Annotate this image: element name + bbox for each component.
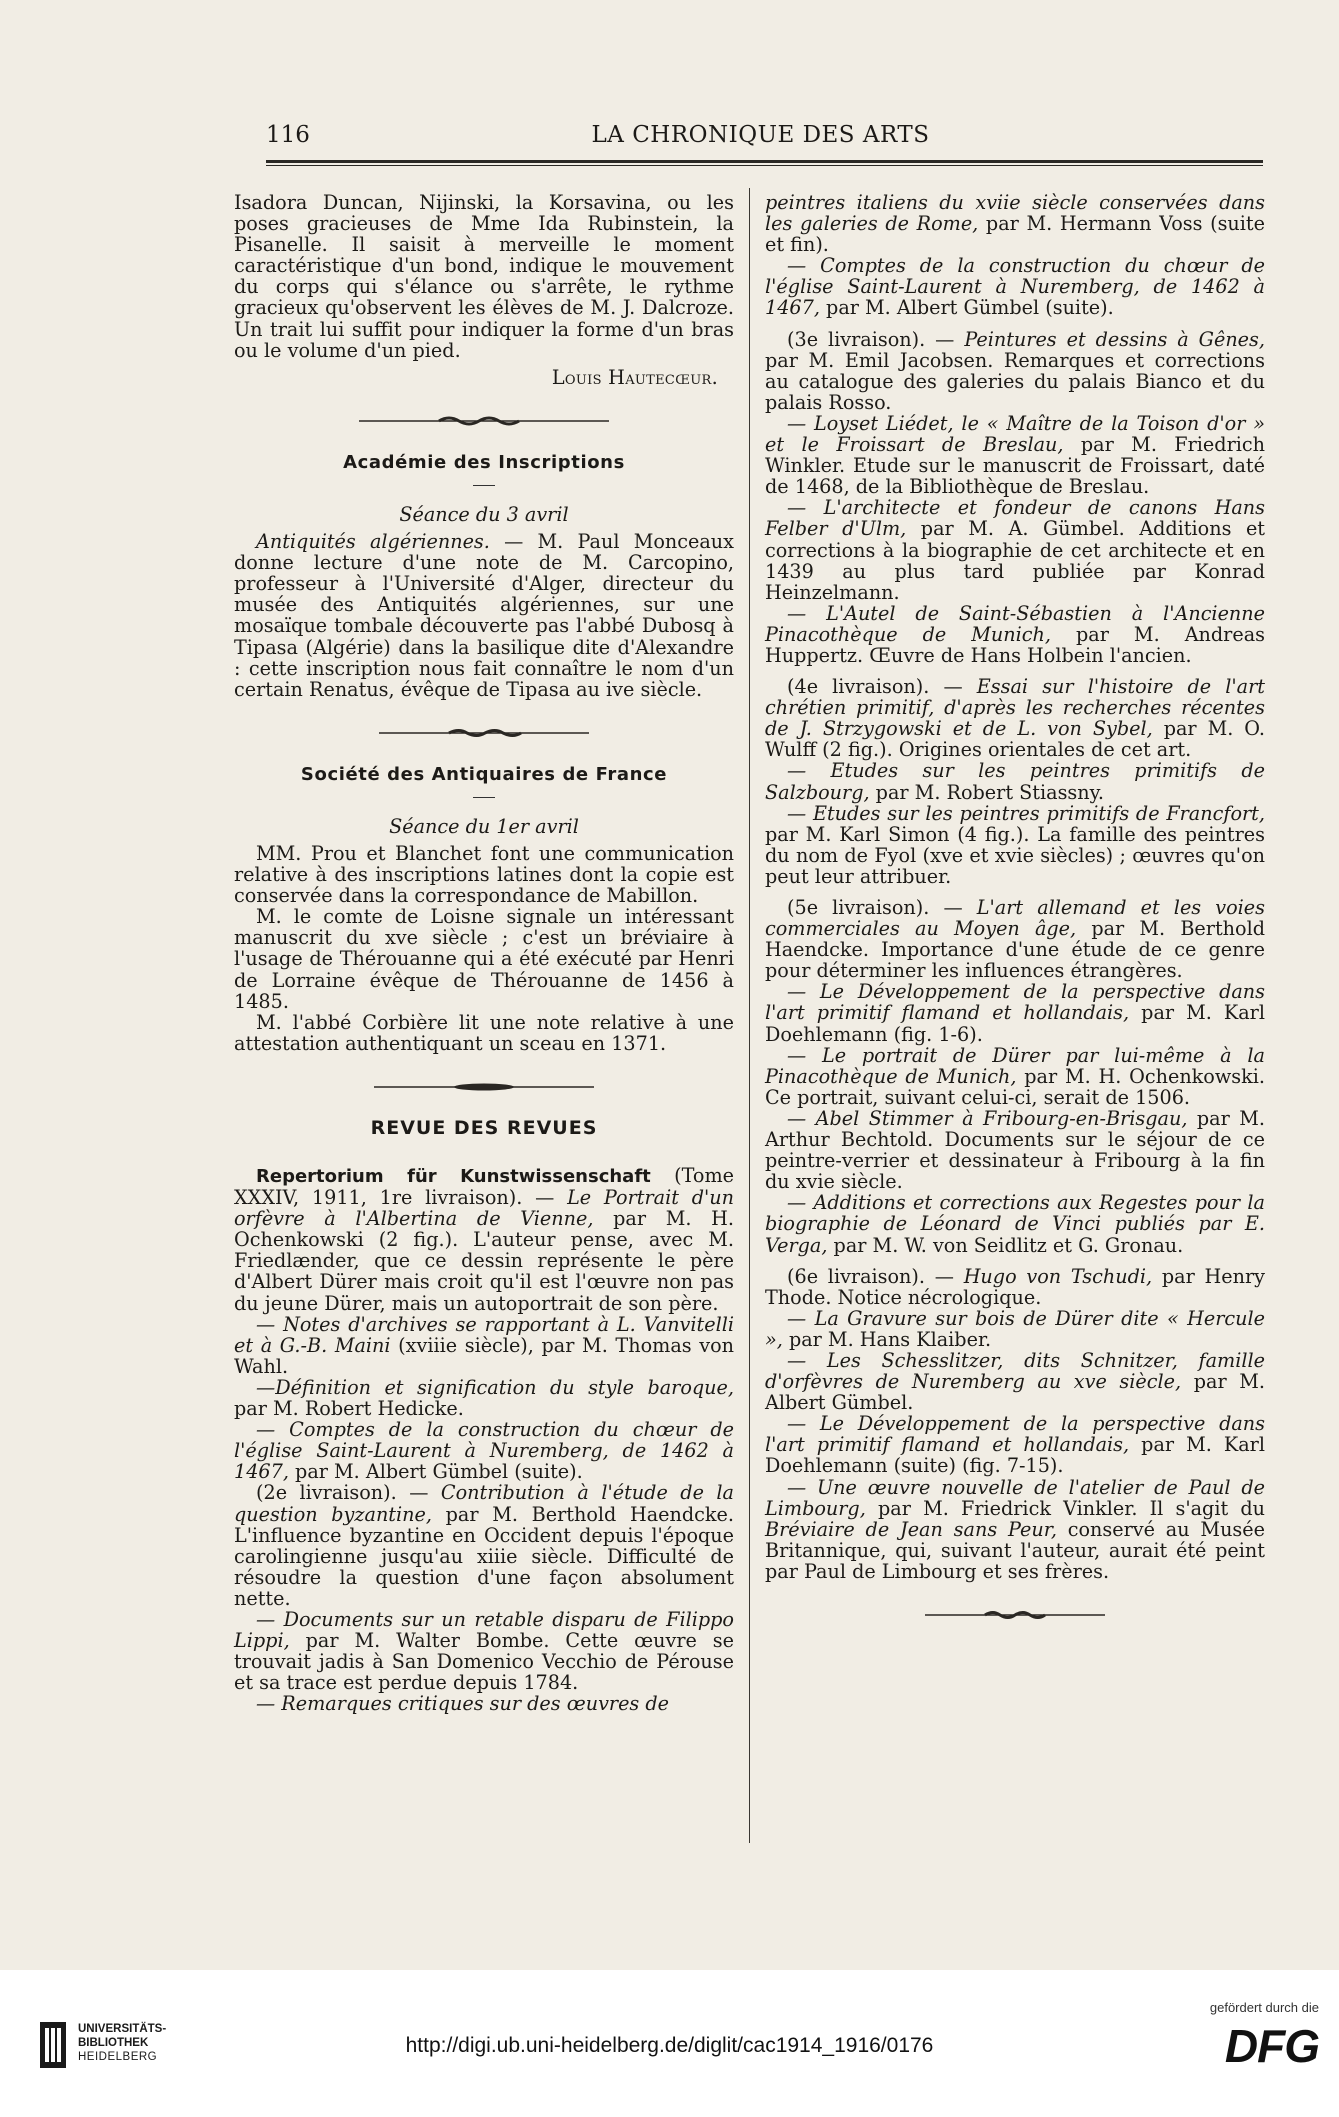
seance-date: Séance du 1er avril	[389, 814, 579, 838]
paragraph	[234, 1693, 734, 1714]
text: par M. O. Wulff (2 fig.). Origines orientales de cet art.	[765, 717, 1265, 762]
article-title: —Définition et signification du style baroque,	[256, 1375, 734, 1399]
paragraph	[765, 897, 1265, 981]
article-title: peintres italiens du xviie siècle conservées dans les galeries de Rome,	[765, 191, 1265, 236]
library-line: UNIVERSITÄTS-	[78, 2023, 167, 2035]
paragraph-text: — M. Paul Monceaux donne lecture d'une note de M. Carcopino, professeur à l'Université d'Alger, directeur du musée des Antiquités algériennes, sur une mosaïque tombale découverte pas l'abbé Dubosq à Tipasa (Algérie) dans la basilique dite d'Alexandre : cette inscription nous fait connaître le nom d'un certain Renatus, évêque de Tipasa au ive siècle.	[234, 530, 734, 701]
article-title: — L'Autel de Saint-Sébastien à l'Ancienne Pinacothèque de Munich,	[765, 601, 1265, 646]
text: (Tome XXXIV, 1911, 1re livraison). —	[234, 1164, 734, 1210]
paragraph	[234, 1609, 734, 1693]
text: par M. Friedrick Vinkler. Il s'agit du	[865, 1496, 1265, 1520]
short-dash	[473, 797, 495, 798]
text: (5e livraison). —	[787, 896, 977, 919]
article-title: — Notes d'archives se rapportant à L. Vanvitelli et à G.-B. Maini	[234, 1312, 734, 1357]
paragraph	[765, 329, 1265, 413]
paragraph	[765, 255, 1265, 318]
paragraph	[234, 1482, 734, 1609]
text: (4e livraison). —	[787, 675, 977, 699]
ornament-divider-icon	[379, 728, 589, 738]
page-header	[266, 118, 1255, 158]
paragraph	[765, 981, 1265, 1044]
article-title: Essai sur l'histoire de l'art chrétien primitif, d'après les recherches récentes de J. Strzygowski et de L. von Sybel,	[765, 675, 1265, 741]
author-signature: Louis Hautecœur.	[551, 365, 718, 389]
article-title: — La Gravure sur bois de Dürer dite « Hercule »,	[765, 1306, 1265, 1351]
article-title: — Remarques critiques sur des œuvres de	[256, 1692, 670, 1716]
article-title: — Additions et corrections aux Regestes pour la biographie de Léonard de Vinci publiés par E. Verga,	[765, 1191, 1265, 1257]
section-title-academie: Académie des Inscriptions	[343, 451, 625, 473]
text: par M. Andreas Huppertz. Œuvre de Hans Holbein l'ancien.	[765, 622, 1266, 667]
paragraph	[765, 1308, 1265, 1350]
text: par M. Karl Doehlemann (fig. 1-6).	[765, 1001, 1265, 1046]
paragraph: MM. Prou et Blanchet font une communication relative à des inscriptions latines dont la copie est conservée dans la correspondance de Mabillon.	[234, 841, 734, 908]
library-line: BIBLIOTHEK	[78, 2037, 149, 2049]
article-title: — Etudes sur les peintres primitifs de Salzbourg,	[765, 759, 1265, 804]
paragraph	[234, 531, 734, 700]
article-title: Le Portrait d'un orfèvre à l'Albertina de Vienne,	[234, 1186, 734, 1231]
article-title: — Etudes sur les peintres primitifs de Francfort,	[787, 801, 1265, 825]
text: par M. Albert Gümbel (suite).	[819, 296, 1114, 320]
article-title: — Le Développement de la perspective dans l'art primitif flamand et hollandais,	[765, 1412, 1265, 1457]
ornament-divider-icon	[374, 1082, 594, 1092]
text: par M. Emil Jacobsen. Remarques et corrections au catalogue des galeries du palais Bianco et du palais Rosso.	[765, 348, 1265, 414]
ornament-divider-icon	[925, 1610, 1105, 1620]
paragraph	[234, 1165, 734, 1314]
text: par M. Hans Klaiber.	[782, 1327, 992, 1351]
text: par M. W. von Seidlitz et G. Gronau.	[827, 1233, 1184, 1257]
article-title: — Abel Stimmer à Fribourg-en-Brisgau,	[787, 1106, 1188, 1130]
paragraph	[765, 1350, 1265, 1413]
paragraph: Isadora Duncan, Nijinski, la Korsavina, ou les poses gracieuses de Mme Ida Rubinstein, la Pisanelle. Il saisit à merveille le moment caractéristique d'un bond, indique le mouvement du corps qui s'élance ou s'arrête, le rythme gracieux qu'observent les élèves de M. J. Dalcroze. Un trait lui suffit pour indiquer la forme d'un bras ou le volume d'un pied.	[234, 191, 734, 362]
header-rule	[266, 160, 1263, 163]
text: par M. Robert Hedicke.	[234, 1397, 464, 1421]
left-column	[234, 192, 734, 1714]
article-title: — Documents sur un retable disparu de Filippo Lippi,	[234, 1607, 734, 1653]
article-title: Peintures et dessins à Gênes,	[964, 327, 1265, 351]
paragraph	[765, 413, 1265, 497]
article-title: — Le portrait de Dürer par lui-même à la Pinacothèque de Munich,	[765, 1043, 1265, 1088]
paragraph	[765, 676, 1265, 760]
paragraph	[765, 803, 1265, 887]
paragraph	[765, 1477, 1265, 1582]
article-title: L'art allemand et les voies commerciales au Moyen âge,	[765, 896, 1265, 941]
paragraph	[765, 1192, 1265, 1255]
funding-caption: gefördert durch die	[1209, 2000, 1319, 2015]
section-title-antiquaires: Société des Antiquaires de France	[300, 763, 668, 785]
text: par M. Albert Gümbel.	[765, 1370, 1265, 1415]
text: par M. H. Ochenkowski. Ce portrait, suivant celui-ci, serait de 1506.	[765, 1064, 1265, 1109]
text: par M. Karl Simon (4 fig.). La famille des peintres du nom de Fyol (xve et xvie siècles) ; œuvres qu'on peut leur attribuer.	[765, 822, 1265, 888]
paragraph	[765, 192, 1265, 255]
header-rule-thin	[266, 165, 1263, 166]
paragraph	[234, 1314, 734, 1377]
text: (3e livraison). —	[787, 327, 965, 351]
text: par M. H. Ochenkowski (2 fig.). L'auteur pense, avec M. Friedlænder, que ce dessin représente le père d'Albert Dürer mais croit qu'il est l'œuvre non pas du jeune Dürer, mais un autoportrait de son père.	[234, 1207, 734, 1315]
article-title: — Comptes de la construction du chœur de l'église Saint-Laurent à Nuremberg, de 1462 à 1467,	[765, 254, 1265, 320]
article-title: — Loyset Liédet, le « Maître de la Toison d'or » et le Froissart de Breslau,	[765, 411, 1265, 457]
journal-title: LA CHRONIQUE DES ARTS	[591, 122, 930, 148]
short-dash	[473, 485, 495, 486]
ornament-divider-icon	[359, 416, 609, 426]
text: par M. Berthold Haendcke. L'influence byzantine en Occident depuis l'époque carolingienne jusqu'au xiiie siècle. Difficulté de résoudre la question d'une façon absolument nette.	[234, 1502, 734, 1610]
text: par M. Albert Gümbel (suite).	[288, 1460, 583, 1484]
paragraph	[765, 497, 1265, 602]
text: par M. A. Gümbel. Additions et corrections à la biographie de cet architecte et en 1439 au plus tard publiée par Konrad Heinzelmann.	[765, 517, 1266, 604]
article-title: Bréviaire de Jean sans Peur,	[765, 1517, 1057, 1541]
text: par M. Walter Bombe. Cette œuvre se trouvait jadis à San Domenico Vecchio de Pérouse et sa trace est perdue depuis 1784.	[234, 1629, 734, 1695]
paragraph	[765, 1266, 1265, 1308]
article-title: — Le Développement de la perspective dans l'art primitif flamand et hollandais,	[765, 980, 1265, 1025]
paragraph	[765, 760, 1265, 802]
article-title: — L'architecte et fondeur de canons Hans Felber d'Ulm,	[765, 496, 1265, 541]
article-title: — Une œuvre nouvelle de l'atelier de Paul de Limbourg,	[765, 1475, 1265, 1520]
paragraph	[765, 1045, 1265, 1108]
funding-notice	[1210, 2000, 1319, 2073]
text: par M. Robert Stiassny.	[869, 780, 1105, 804]
permalink-url[interactable]: http://digi.ub.uni-heidelberg.de/diglit/cac1914_1916/0176	[405, 2034, 934, 2057]
page-number: 116	[266, 122, 310, 148]
text: par M. Karl Doehlemann (suite) (fig. 7-15).	[765, 1433, 1265, 1478]
column-divider	[749, 188, 750, 1843]
library-line: HEIDELBERG	[78, 2051, 158, 2063]
journal-name: Repertorium für Kunstwissenschaft	[256, 1166, 651, 1187]
footer-bar	[0, 1970, 1339, 2117]
paragraph	[765, 1413, 1265, 1476]
paragraph: M. l'abbé Corbière lit une note relative à une attestation authentiquant un sceau en 1371.	[234, 1010, 734, 1055]
paragraph	[765, 603, 1265, 666]
text: (xviiie siècle), par M. Thomas von Wahl.	[234, 1333, 734, 1378]
seance-date: Séance du 3 avril	[399, 502, 569, 526]
text: (2e livraison). —	[256, 1481, 441, 1505]
text: conservé au Musée Britannique, qui, suivant l'auteur, aurait été peint par Paul de Limbourg et ses frères.	[765, 1517, 1265, 1583]
article-title: Contribution à l'étude de la question byzantine,	[234, 1481, 734, 1526]
italic-lead: Antiquités algériennes.	[256, 530, 490, 554]
text: par Henry Thode. Notice nécrologique.	[765, 1264, 1265, 1309]
right-column	[765, 192, 1265, 1646]
article-title: — Les Schesslitzer, dits Schnitzer, famille d'orfèvres de Nuremberg au xve siècle,	[765, 1348, 1265, 1394]
text: par M. Hermann Voss (suite et fin).	[765, 212, 1265, 257]
section-title-revue: REVUE DES REVUES	[370, 1116, 598, 1139]
paragraph	[765, 1108, 1265, 1192]
article-title: Hugo von Tschudi,	[963, 1264, 1153, 1288]
article-title: — Comptes de la construction du chœur de l'église Saint-Laurent à Nuremberg, de 1462 à 1467,	[234, 1418, 734, 1484]
text: (6e livraison). —	[787, 1264, 964, 1288]
text: par M. Friedrich Winkler. Etude sur le manuscrit de Froissart, daté de 1468, de la Bibliothèque de Breslau.	[765, 433, 1265, 499]
paragraph	[234, 1419, 734, 1482]
text: par M. Berthold Haendcke. Importance d'une étude de ce genre pour déterminer les influences étrangères.	[765, 917, 1265, 983]
text: par M. Arthur Bechtold. Documents sur le séjour de ce peintre-verrier et dessinateur à Fribourg à la fin du xvie siècle.	[765, 1106, 1265, 1194]
paragraph	[234, 1377, 734, 1419]
paragraph: M. le comte de Loisne signale un intéressant manuscrit du xve siècle ; c'est un bréviaire à l'usage de Thérouanne qui a été exécuté par Henri de Lorraine évêque de Thérouanne de 1456 à 1485.	[234, 905, 734, 1013]
dfg-logo: DFG	[1224, 2020, 1319, 2072]
